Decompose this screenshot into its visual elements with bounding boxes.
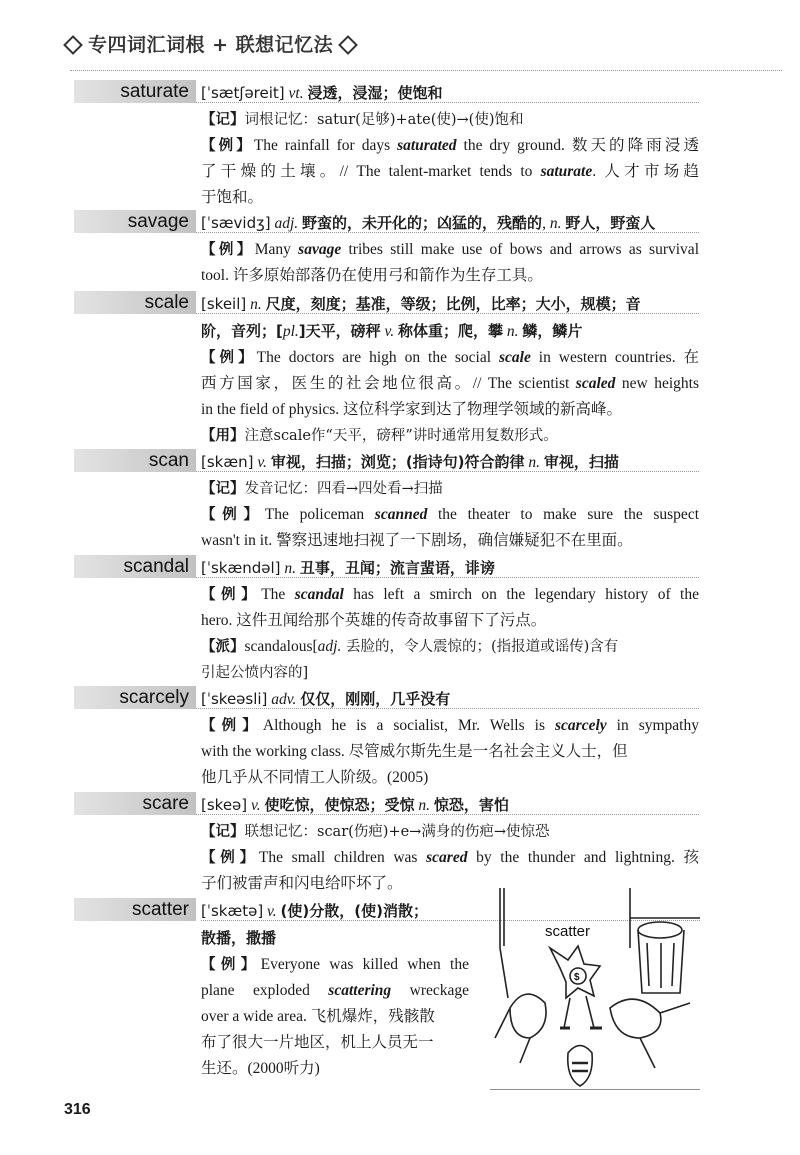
cat-right (610, 999, 661, 1038)
example-text: new heights (615, 375, 699, 392)
part-of-speech: n. (549, 215, 562, 232)
part-of-speech: n. (528, 454, 541, 471)
example-text: . 人才市场趋 (592, 163, 699, 180)
definition: 审视，扫描 (543, 453, 619, 471)
example-text: 他几乎从不同情工人阶级。(2005) (201, 769, 429, 786)
memory-tag: 【记】 (201, 112, 245, 128)
definition: 散播，撒播 (201, 929, 277, 947)
usage-note: 注意scale作“天平，磅秤”讲时通常用复数形式。 (244, 428, 558, 444)
part-of-speech: v. (257, 454, 267, 471)
example-text: 生还。(2000听力) (201, 1060, 320, 1077)
keyword: saturated (397, 137, 457, 154)
example-text: plane exploded (201, 982, 329, 999)
example-tag: 【例】 (201, 587, 262, 603)
example-text: in the field of physics. 这位科学家到达了物理学领域的新高峰。 (201, 401, 623, 418)
headword-bar (74, 80, 196, 103)
header-rule (70, 70, 782, 71)
headword: scarcely (119, 687, 189, 708)
definition: 审视，扫描；浏览；(指诗句)符合韵律 (270, 453, 525, 471)
example-text: by the thunder and lightning. 孩 (467, 849, 699, 866)
example-text: The policeman (264, 506, 375, 523)
keyword: scarcely (555, 717, 607, 734)
headword-bar (74, 686, 196, 709)
header-title: 专四词汇词根 + 联想记忆法 (88, 34, 334, 56)
coin-symbol: $ (574, 972, 580, 983)
example-tag: 【例】 (201, 350, 257, 366)
phonetic: [ˈsætʃəreit] (201, 84, 285, 102)
part-of-speech: n. (250, 296, 262, 313)
derivative-note: 引起公愤内容的] (201, 665, 309, 681)
derivative-tag: 【派】 (201, 639, 245, 655)
part-of-speech: pl. (282, 323, 299, 340)
part-of-speech: v. (267, 903, 277, 920)
entry-body: [ˈsævidʒ] adj. 野蛮的，未开化的；凶猛的，残酷的, n. 野人，野蛮人 【例】Many savage tribes still make use of bows and arrows as survival tool. 许多原始部落仍在使用弓和箭作为生存工具。 (201, 214, 699, 284)
derivative-note: 丢脸的，令人震惊的；(指报道或谣传)含有 (341, 639, 619, 655)
part-of-speech: adj. (317, 638, 342, 655)
definition: 丑事，丑闻；流言蜚语，诽谤 (299, 559, 495, 577)
memory-tag: 【记】 (201, 824, 245, 840)
example-tag: 【例】 (201, 138, 254, 154)
example-tag: 【例】 (201, 718, 263, 734)
example-text: tribes still make use of bows and arrows as survival (341, 241, 699, 258)
headword-bar (74, 898, 196, 921)
memory-note: 发音记忆：四看→四处看→扫描 (244, 481, 443, 497)
example-text: The (261, 586, 295, 603)
part-of-speech: v. (384, 323, 395, 340)
headword: scandal (123, 556, 189, 577)
page-number: 316 (64, 1101, 91, 1118)
entry-body (201, 792, 699, 897)
definition: 称体重；爬，攀 (398, 322, 504, 340)
example-text: hero. 这件丑闻给那个英雄的传奇故事留下了污点。 (201, 612, 547, 629)
definition: ]天平，磅秤 (298, 322, 381, 340)
example-text: The small children was (258, 849, 427, 866)
example-text: wreckage (391, 982, 469, 999)
part-of-speech: v. (251, 797, 261, 814)
part-of-speech: n. (506, 323, 519, 340)
example-text: Many (254, 241, 299, 258)
example-tag: 【例】 (201, 957, 261, 973)
entry-body (201, 291, 699, 449)
keyword: saturate (540, 163, 593, 180)
cat-bottom (568, 1046, 593, 1087)
trash-can-lid (638, 922, 682, 938)
definition: 野蛮的，未开化的；凶猛的，残酷的 (302, 214, 543, 232)
headword-bar (74, 555, 196, 578)
part-of-speech: vt. (288, 85, 304, 102)
definition: 浸透，浸湿；使饱和 (307, 84, 443, 102)
headword: scan (148, 450, 189, 471)
example-text: in western countries. 在 (530, 349, 700, 366)
headword: scatter (131, 899, 189, 920)
example-text: in sympathy (606, 717, 699, 734)
phonetic: [ˈskætə] (201, 902, 264, 920)
example-text: has left a smirch on the legendary history of the (343, 586, 699, 603)
derivative-word: scandalous[ (244, 638, 318, 655)
keyword: scaled (575, 375, 616, 392)
definition: 仅仅，刚刚，几乎没有 (300, 690, 451, 708)
cat-left (510, 994, 546, 1038)
definition: 惊恐，害怕 (433, 796, 509, 814)
part-of-speech: n. (418, 797, 431, 814)
entry-body (201, 686, 699, 791)
headword-bar (74, 449, 196, 472)
headword-bar (74, 792, 196, 815)
entry-body (201, 555, 699, 686)
part-of-speech: n. (284, 560, 296, 577)
headword: scare (142, 793, 189, 814)
keyword: scanned (374, 506, 428, 523)
memory-note: 联想记忆：scar(伤疤)+e→满身的伤疤→使惊恐 (244, 824, 550, 840)
example-text: Everyone was killed when the (260, 956, 469, 973)
example-text: with the working class. 尽管威尔斯先生是一名社会主义人士，但 (201, 743, 628, 760)
phonetic: [skæn] (201, 453, 254, 471)
memory-note: 词根记忆：satur(足够)+ate(使)→(使)饱和 (244, 112, 524, 128)
phonetic: [skeə] (201, 796, 248, 814)
example-text: The rainfall for days (253, 137, 398, 154)
keyword: savage (298, 241, 342, 258)
example-text: over a wide area. 飞机爆炸，残骸散 (201, 1008, 435, 1025)
memory-tag: 【记】 (201, 481, 245, 497)
example-text: the theater to make sure the suspect (427, 506, 700, 523)
phonetic: [ˈsævidʒ] (201, 214, 271, 232)
example-text: 西方国家，医生的社会地位很高。// The scientist (201, 375, 576, 392)
phonetic: [ˈskeəsli] (201, 690, 268, 708)
example-tag: 【例】 (201, 242, 255, 258)
example-text: tool. 许多原始部落仍在使用弓和箭作为生存工具。 (201, 267, 543, 284)
definition: 尺度，刻度；基准，等级；比例，比率；大小，规模；音 (265, 295, 641, 313)
example-text: Although he is a socialist, Mr. Wells is (262, 717, 555, 734)
headword: savage (127, 211, 189, 232)
diamond-icon (63, 35, 83, 55)
page-header (62, 30, 363, 57)
illustration-label: scatter (545, 923, 591, 940)
keyword: scandal (294, 586, 344, 603)
keyword: scared (426, 849, 468, 866)
definition: (使)分散，(使)消散； (280, 902, 428, 920)
headword: saturate (120, 81, 189, 102)
definition: 阶，音列；[ (201, 322, 283, 340)
headword: scale (144, 292, 189, 313)
keyword: scattering (328, 982, 392, 999)
scatter-illustration (490, 888, 700, 1090)
example-text: 布了很大一片地区，机上人员无一 (201, 1034, 434, 1051)
phonetic: [skeil] (201, 295, 247, 313)
example-text: 子们被雷声和闪电给吓坏了。 (201, 875, 403, 892)
definition: 使吃惊，使惊恐；受惊 (264, 796, 415, 814)
headword-bar (74, 210, 196, 233)
example-text: 了干燥的土壤。// The talent-market tends to (201, 163, 541, 180)
definition: 野人，野蛮人 (565, 214, 656, 232)
diamond-icon (338, 35, 358, 55)
phonetic: [ˈskændəl] (201, 559, 281, 577)
part-of-speech: adv. (271, 691, 297, 708)
headword-bar (74, 291, 196, 314)
entry-body (201, 449, 699, 554)
entry-body (201, 80, 699, 211)
example-tag: 【例】 (201, 507, 265, 523)
entry-body (201, 898, 469, 1082)
definition: 鳞，鳞片 (522, 322, 583, 340)
example-tag: 【例】 (201, 850, 259, 866)
keyword: scale (498, 349, 531, 366)
example-text: the dry ground. 数天的降雨浸透 (456, 137, 699, 154)
part-of-speech: adj. (274, 215, 299, 232)
wall (630, 888, 700, 948)
usage-tag: 【用】 (201, 428, 245, 444)
example-text: wasn't in it. 警察迅速地扫视了一下剧场，确信嫌疑犯不在里面。 (201, 532, 633, 549)
example-text: 于饱和。 (201, 189, 264, 206)
example-text: The doctors are high on the social (256, 349, 499, 366)
